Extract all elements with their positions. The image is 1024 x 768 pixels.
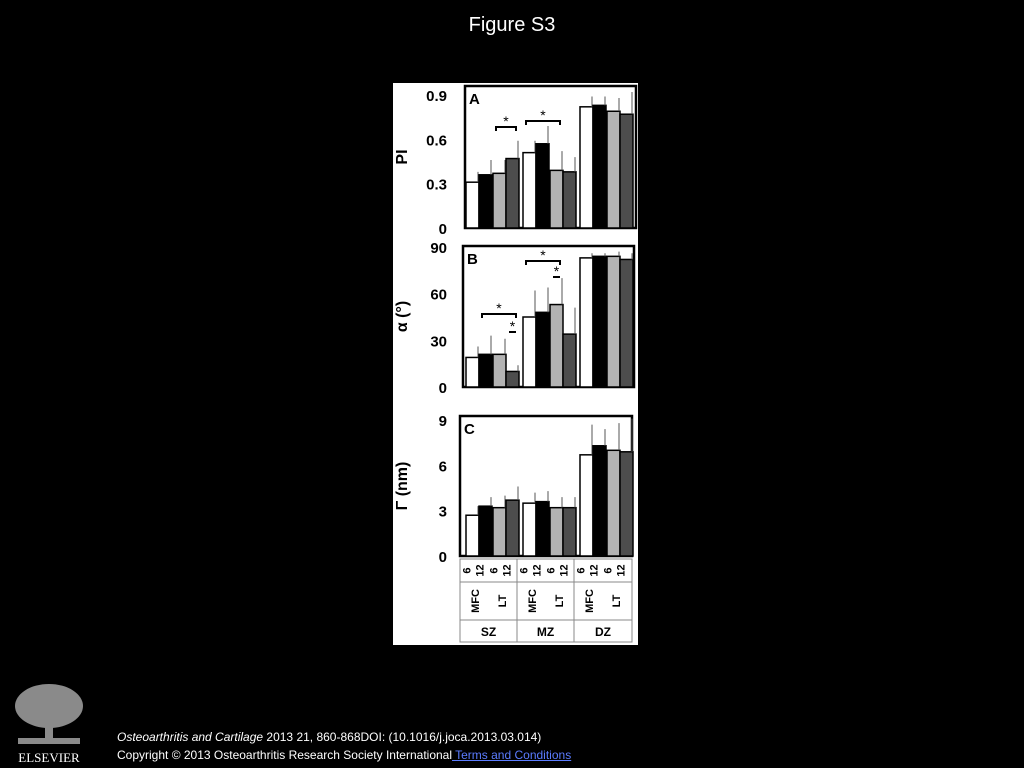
x-axis-age-label: 12 <box>558 564 571 577</box>
logo-wordmark: ELSEVIER <box>18 750 80 764</box>
panel-C-bar <box>466 515 479 556</box>
copyright-line <box>117 746 571 764</box>
x-axis-region-label: LT <box>497 594 509 608</box>
panel-B-bar <box>479 354 492 387</box>
x-axis-age-label: 6 <box>602 567 615 574</box>
panel-A-bar <box>550 170 563 228</box>
x-axis-age-label: 6 <box>518 567 531 574</box>
panel-A-label: A <box>469 91 480 108</box>
x-axis-region-label: MFC <box>584 589 596 613</box>
x-axis-zone-label: DZ <box>595 625 611 639</box>
panel-A-bar <box>506 159 519 228</box>
panel-A-y-tick-label: 0.9 <box>426 88 447 105</box>
elsevier-logo <box>8 680 90 764</box>
panel-B-bar <box>550 305 563 387</box>
x-axis-age-label: 6 <box>575 567 588 574</box>
panel-B-bar <box>493 354 506 387</box>
x-axis-age-label: 12 <box>474 564 487 577</box>
x-axis-region-label: LT <box>611 594 623 608</box>
panel-C-bar <box>493 508 506 556</box>
panel-B-bar <box>607 256 620 387</box>
significance-star: * <box>553 263 560 279</box>
panel-C-bar <box>607 450 620 556</box>
panel-A-y-tick-label: 0.3 <box>426 176 447 194</box>
x-axis-age-label: 12 <box>531 564 544 577</box>
significance-star: * <box>496 300 502 316</box>
panel-C-y-tick-label: 3 <box>438 503 447 521</box>
panel-A-bar <box>593 105 606 228</box>
panel-B-y-axis-label: α (°) <box>394 300 411 333</box>
x-axis-region-label: MFC <box>470 589 482 613</box>
x-axis-zone-label: SZ <box>480 625 497 639</box>
panel-C-y-tick-label: 6 <box>438 458 447 476</box>
panel-A-bar <box>493 173 506 228</box>
x-axis-age-label: 6 <box>545 567 558 574</box>
panel-B-bar <box>536 312 549 387</box>
x-axis-age-label: 12 <box>501 564 514 577</box>
terms-link[interactable]: Terms and Conditions <box>452 748 572 762</box>
panel-A-bar <box>620 114 633 228</box>
citation-line <box>117 728 571 746</box>
panel-C-bar <box>620 452 633 556</box>
panel-A-y-tick-label: 0.6 <box>426 132 447 150</box>
citation-details: 2013 21, 860-868DOI: (10.1016/j.joca.2013.03.014) <box>263 730 542 744</box>
panel-B-bar <box>466 357 479 387</box>
panel-C-bar <box>536 502 549 556</box>
panel-B-bar <box>563 334 576 387</box>
panel-B-bar <box>580 258 593 387</box>
panel-C-bar <box>506 500 519 556</box>
panel-C-bar <box>550 508 563 556</box>
x-axis-region-label: MFC <box>527 589 539 613</box>
significance-star: * <box>540 107 546 123</box>
x-axis-region-label: LT <box>554 594 566 608</box>
panel-A-bar <box>563 172 576 228</box>
panel-C-bar <box>593 446 606 556</box>
x-axis-zone-label: MZ <box>536 625 555 639</box>
panel-A-bar <box>536 144 549 228</box>
panel-A-bar <box>580 107 593 228</box>
journal-name: Osteoarthritis and Cartilage <box>117 730 264 744</box>
panel-B-bar <box>620 259 633 387</box>
copyright-text: Copyright © 2013 Osteoarthritis Research Society International <box>117 748 453 762</box>
panel-A-bar <box>466 182 479 228</box>
citation-footer <box>117 728 571 764</box>
panel-B-y-tick-label: 30 <box>430 333 447 351</box>
significance-star: * <box>509 318 516 334</box>
panel-B-y-tick-label: 60 <box>430 286 447 304</box>
panel-B-y-tick-label: 0 <box>438 380 447 397</box>
x-axis-age-label: 12 <box>615 564 628 577</box>
panel-A-bar <box>607 111 620 228</box>
significance-star: * <box>503 113 509 129</box>
significance-star: * <box>540 247 546 263</box>
panel-B-bar <box>593 256 606 387</box>
panel-C-bar <box>479 506 492 556</box>
panel-C-y-tick-label: 9 <box>438 413 447 431</box>
panel-B-bar <box>523 317 536 387</box>
panel-B-y-tick-label: 90 <box>430 240 447 257</box>
panel-C-label: C <box>464 421 475 438</box>
panel-B-bar <box>506 371 519 387</box>
panel-C-y-axis-label: Γ (nm) <box>394 461 411 511</box>
panel-C-bar <box>580 455 593 556</box>
slide-title: Figure S3 <box>468 14 556 36</box>
panel-A-bar <box>523 153 536 228</box>
x-axis-age-label: 6 <box>488 567 501 574</box>
panel-C-bar <box>563 508 576 556</box>
figure-s3-chart <box>393 83 638 645</box>
panel-C-y-tick-label: 0 <box>438 549 447 566</box>
x-axis-age-label: 6 <box>461 567 474 574</box>
panel-A-y-axis-label: PI <box>394 149 411 165</box>
panel-A-y-tick-label: 0 <box>438 221 447 238</box>
panel-C-bar <box>523 503 536 556</box>
x-axis-age-label: 12 <box>588 564 601 577</box>
panel-A-bar <box>479 175 492 228</box>
panel-B-label: B <box>467 251 478 268</box>
